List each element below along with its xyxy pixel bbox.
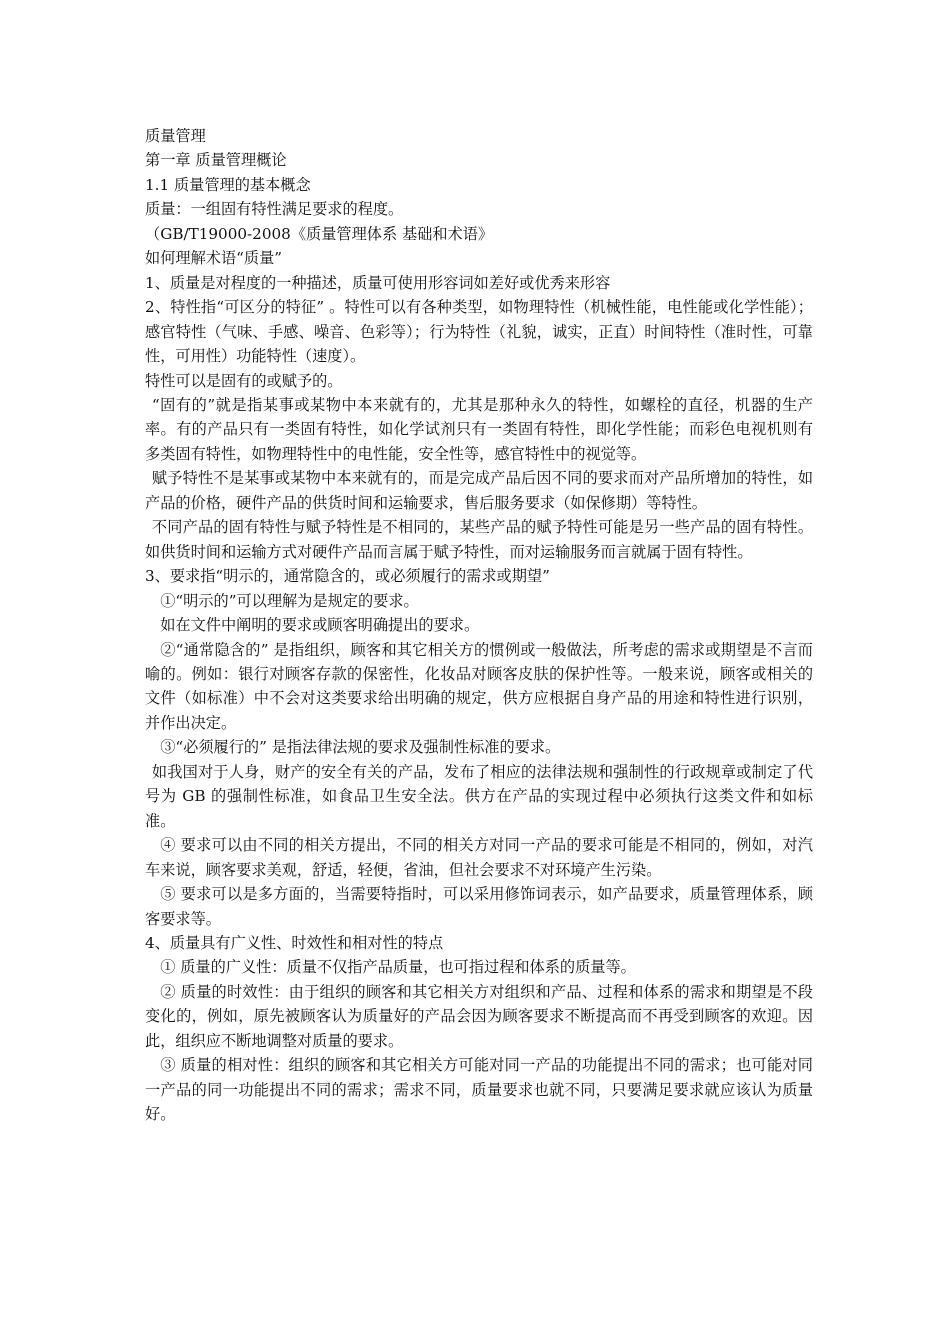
- generality-item: ① 质量的广义性：质量不仅指产品质量，也可指过程和体系的质量等。: [160, 958, 636, 977]
- assigned-paragraph: 赋予特性不是某事或某物中本来就有的，而是完成产品后因不同的要求而对产品所增加的特性，如产品的价格，硬件产品的供货时间和运输要求，售后服务要求（如保修期）等特性。: [145, 469, 813, 512]
- inherent-paragraph: “固有的”就是指某事或某物中本来就有的，尤其是那种永久的特性，如螺栓的直径，机器的生产率。有的产品只有一类固有特性，如化学试剂只有一类固有特性，即化学性能；而彩色电视机则有多类固有特性，如物理特性中的电性能，安全性等，感官特性中的视觉等。: [145, 395, 813, 463]
- timeliness-item: ② 质量的时效性：由于组织的顾客和其它相关方对组织和产品、过程和体系的需求和期望是不段变化的，例如，原先被顾客认为质量好的产品会因为顾客要求不断提高而不再受到顾客的欢迎。因此，组织应不断地调整对质量的要求。: [145, 982, 813, 1050]
- obligatory-example: 如我国对于人身，财产的安全有关的产品，发布了相应的法律法规和强制性的行政规章或制定了代号为 GB 的强制性标准，如食品卫生安全法。供方在产品的实现过程中必须执行这类文件和如标准。: [145, 762, 813, 830]
- explicit-example: 如在文件中阐明的要求或顾客明确提出的要求。: [160, 616, 480, 635]
- subsection-heading: 如何理解术语“质量”: [145, 249, 283, 268]
- quality-definition: 质量：一组固有特性满足要求的程度。: [145, 200, 404, 219]
- explicit-item: ①“明示的”可以理解为是规定的要求。: [160, 591, 419, 610]
- characteristic-types: 特性可以是固有的或赋予的。: [145, 371, 343, 390]
- section-heading: 1.1 质量管理的基本概念: [145, 175, 311, 194]
- difference-paragraph: 不同产品的固有特性与赋予特性是不相同的，某些产品的赋予特性可能是另一些产品的固有特性。如供货时间和运输方式对硬件产品而言属于赋予特性，而对运输服务而言就属于固有特性。: [145, 518, 813, 561]
- point-2: 2、特性指“可区分的特征” 。特性可以有各种类型，如物理特性（机械性能，电性能或化学性能）；感官特性（气味、手感、噪音、色彩等）；行为特性（礼貌，诚实，正直）时间特性（准时性，可靠性，可用性）功能特性（速度）。: [145, 298, 813, 366]
- point-4: 4、质量具有广义性、时效性和相对性的特点: [145, 933, 444, 952]
- implied-item: ②“通常隐含的” 是指组织，顾客和其它相关方的惯例或一般做法，所考虑的需求或期望是不言而喻的。例如：银行对顾客存款的保密性，化妆品对顾客皮肤的保护性等。一般来说，顾客或相关的文件（如标准）中不会对这类要求给出明确的规定，供方应根据自身产品的用途和特性进行识别，并作出决定。: [145, 640, 813, 732]
- relativity-item: ③ 质量的相对性：组织的顾客和其它相关方可能对同一产品的功能提出不同的需求；也可能对同一产品的同一功能提出不同的需求；需求不同，质量要求也就不同，只要满足要求就应该认为质量好。: [145, 1056, 813, 1124]
- standard-reference: （GB/T19000-2008《质量管理体系 基础和术语》: [145, 224, 494, 243]
- document-title: 质量管理: [145, 127, 206, 145]
- chapter-heading: 第一章 质量管理概论: [145, 151, 287, 170]
- document-body: [145, 124, 813, 1127]
- obligatory-item: ③“必须履行的” 是指法律法规的要求及强制性标准的要求。: [160, 738, 561, 757]
- point-3: 3、要求指“明示的，通常隐含的，或必须履行的需求或期望”: [145, 567, 550, 586]
- requirement-item-5: ⑤ 要求可以是多方面的，当需要特指时，可以采用修饰词表示，如产品要求，质量管理体系，顾客要求等。: [145, 885, 813, 928]
- requirement-item-4: ④ 要求可以由不同的相关方提出，不同的相关方对同一产品的要求可能是不相同的，例如，对汽车来说，顾客要求美观，舒适，轻便，省油，但社会要求不对环境产生污染。: [145, 836, 813, 879]
- point-1: 1、质量是对程度的一种描述，质量可使用形容词如差好或优秀来形容: [145, 273, 611, 292]
